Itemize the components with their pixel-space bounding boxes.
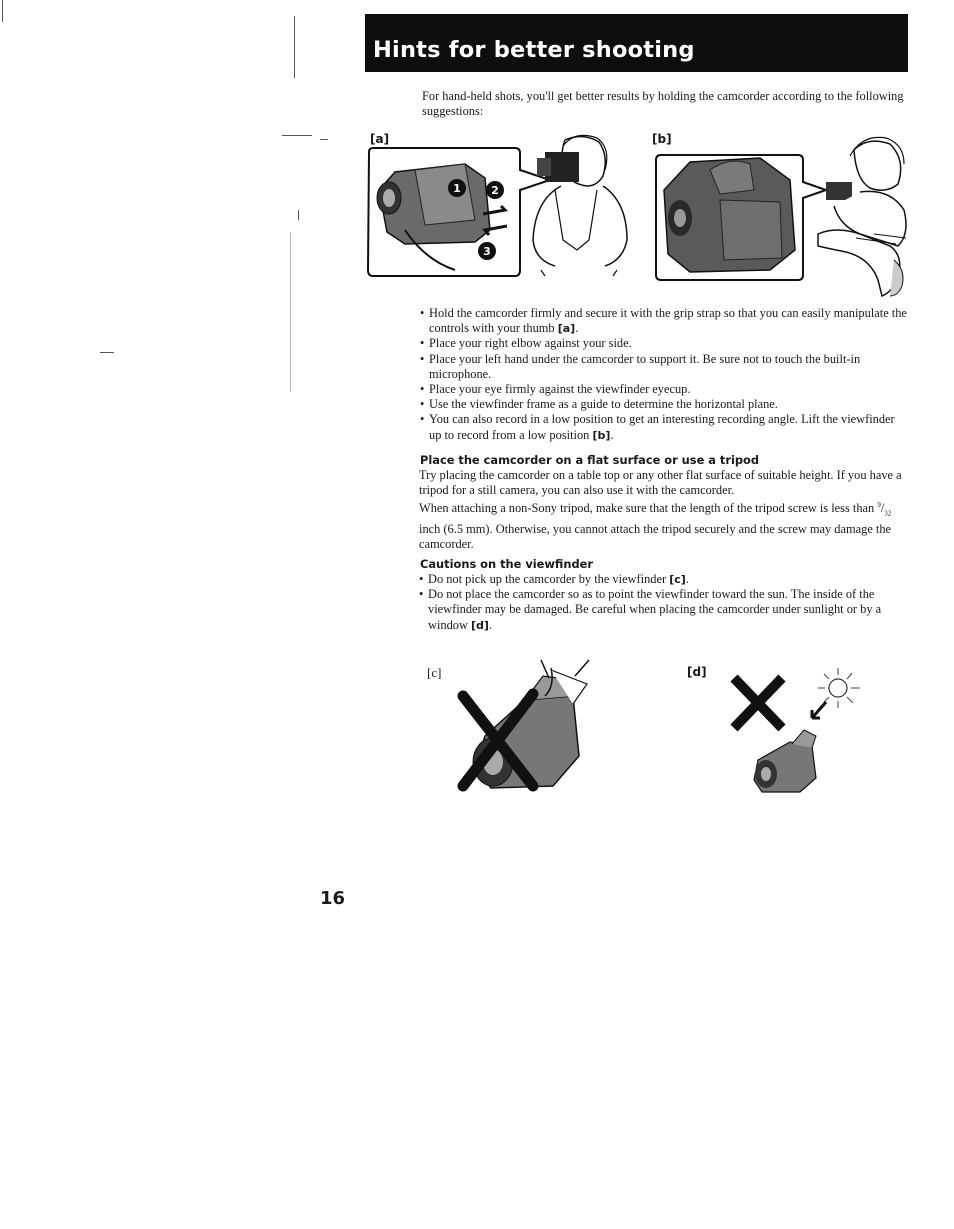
- intro-paragraph: For hand-held shots, you'll get better results by holding the camcorder according to the following suggestions:: [422, 89, 904, 119]
- tripod-heading: Place the camcorder on a flat surface or use a tripod: [420, 453, 760, 467]
- page-title: Hints for better shooting: [373, 37, 695, 63]
- step-number-2: 2: [491, 184, 499, 197]
- scan-mark: [2, 0, 3, 22]
- tripod-paragraph-1: Try placing the camcorder on a table top or any other flat surface of suitable height. If you have a tripod for a still camera, you can also use it with the camcorder.: [419, 468, 902, 498]
- step-number-3: 3: [483, 245, 491, 258]
- holding-tips-list: [420, 306, 908, 443]
- list-item: • You can also record in a low position to get an interesting recording angle. Lift the viewfinder up to record from a low position [b].: [420, 412, 908, 442]
- scan-mark: [100, 352, 114, 353]
- figure-c-illustration: [455, 656, 600, 796]
- list-item: • Place your left hand under the camcorder to support it. Be sure not to touch the built-in microphone.: [420, 352, 908, 382]
- step-number-1: 1: [453, 182, 461, 195]
- scan-mark: [290, 232, 291, 392]
- scan-mark: [282, 135, 312, 136]
- figure-c-label: [c]: [427, 665, 442, 680]
- figure-d-label: [d]: [687, 665, 707, 679]
- list-item: • Use the viewfinder frame as a guide to determine the horizontal plane.: [420, 397, 908, 412]
- figure-a-illustration: [365, 130, 635, 278]
- list-item: • Hold the camcorder firmly and secure it with the grip strap so that you can easily manipulate the controls with your thumb [a].: [420, 306, 908, 336]
- scan-mark: [294, 16, 295, 78]
- list-item: • Place your right elbow against your side.: [420, 336, 908, 351]
- list-item: • Do not place the camcorder so as to point the viewfinder toward the sun. The inside of the viewfinder may be damaged. Be careful when placing the camcorder under sunlight or by a window [d].: [419, 587, 909, 633]
- list-item: • Do not pick up the camcorder by the viewfinder [c].: [419, 572, 909, 587]
- figure-b-label: [b]: [652, 132, 672, 146]
- list-item: • Place your eye firmly against the viewfinder eyecup.: [420, 382, 908, 397]
- figure-a-label: [a]: [370, 132, 390, 146]
- figure-d-illustration: [720, 660, 870, 800]
- scan-mark: [298, 210, 299, 220]
- page-number: 16: [320, 888, 346, 909]
- tripod-paragraph-2: When attaching a non-Sony tripod, make sure that the length of the tripod screw is less than $^9/_{32}$ inch (6.5 mm). Otherwise, you cannot attach the tripod securely and the screw may damage the camcorder.: [419, 501, 892, 551]
- viewfinder-heading: Cautions on the viewfinder: [420, 557, 593, 571]
- scan-mark: [320, 139, 328, 140]
- figure-b-illustration: [650, 130, 912, 300]
- viewfinder-cautions-list: [419, 572, 909, 633]
